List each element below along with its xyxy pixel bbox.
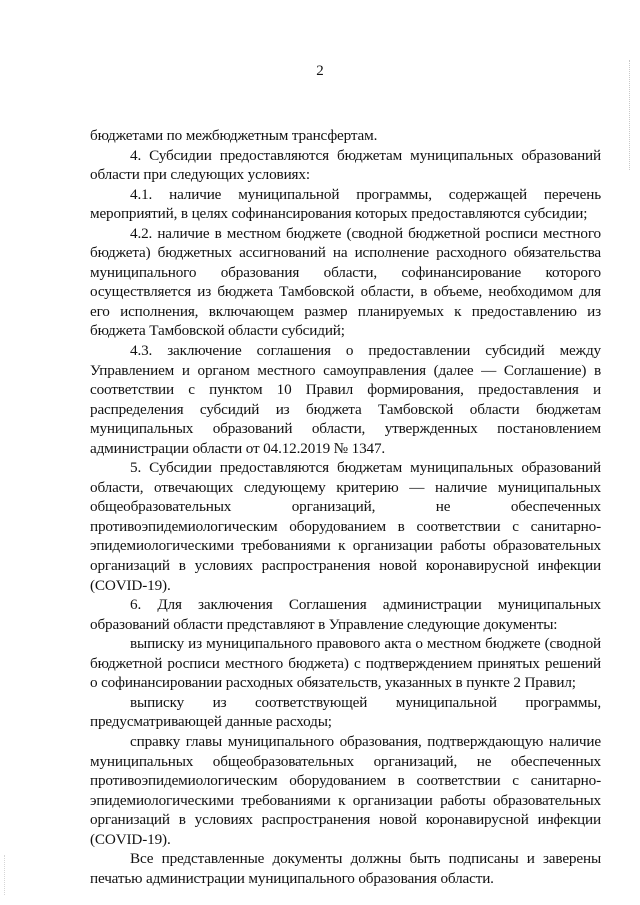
- paragraph-item-4: 4. Субсидии предоставляются бюджетам муниципальных образований области при следующих условиях:: [90, 146, 601, 184]
- page-number: 2: [316, 63, 324, 79]
- document-body: [90, 126, 601, 888]
- scan-edge-mark: [4, 855, 9, 895]
- paragraph-doc-extract-act: выписку из муниципального правового акта о местном бюджете (сводной бюджетной росписи местного бюджета) с подтверждением принятых решений о софинансировании расходных обязательств, указанных в пункте 2 Правил;: [90, 635, 601, 692]
- paragraph-item-4-1: 4.1. наличие муниципальной программы, содержащей перечень мероприятий, в целях софинансирования которых предоставляются субсидии;: [90, 185, 601, 223]
- paragraph-signing-requirement: Все представленные документы должны быть подписаны и заверены печатью администрации муниципального образования области.: [90, 850, 601, 887]
- paragraph-doc-extract-program: выписку из соответствующей муниципальной программы, предусматривающей данные расходы;: [90, 693, 601, 731]
- paragraph-continuation: бюджетами по межбюджетным трансфертам.: [90, 127, 378, 144]
- paragraph-item-4-3: 4.3. заключение соглашения о предоставлении субсидий между Управлением и органом местного самоуправления (далее — Соглашение) в соответствии с пунктом 10 Правил формирования, предоставления и распределения субсидий из бюджета Тамбовской области бюджетам муниципальных образований области, утвержденных постановлением администрации области от 04.12.2019 № 1347.: [90, 342, 601, 457]
- paragraph-item-5: 5. Субсидии предоставляются бюджетам муниципальных образований области, отвечающих следующему критерию — наличие муниципальных общеобразовательных организаций, не обеспеченных противоэпидемиологическим оборудованием в соответствии с санитарно-эпидемиологическими требованиями к организации работы образовательных организаций в условиях распространения новой коронавирусной инфекции (COVID-19).: [90, 459, 601, 594]
- scan-edge-stamp: [629, 60, 636, 170]
- paragraph-doc-certificate: справку главы муниципального образования, подтверждающую наличие муниципальных общеобразовательных организаций, не обеспеченных противоэпидемиологическим оборудованием в соответствии с санитарно-эпидемиологическими требованиями к организации работы образовательных организаций в условиях распространения новой коронавирусной инфекции (COVID-19).: [90, 732, 601, 848]
- paragraph-item-4-2: 4.2. наличие в местном бюджете (сводной бюджетной росписи местного бюджета) бюджетных ассигнований на исполнение расходного обязательства муниципального образования области, софинансирование которого осуществляется из бюджета Тамбовской области, в объеме, необходимом для его исполнения, включающем размер планируемых к предоставлению из бюджета Тамбовской области субсидий;: [90, 224, 601, 340]
- paragraph-item-6: 6. Для заключения Соглашения администрации муниципальных образований области представляют в Управление следующие документы:: [90, 596, 601, 633]
